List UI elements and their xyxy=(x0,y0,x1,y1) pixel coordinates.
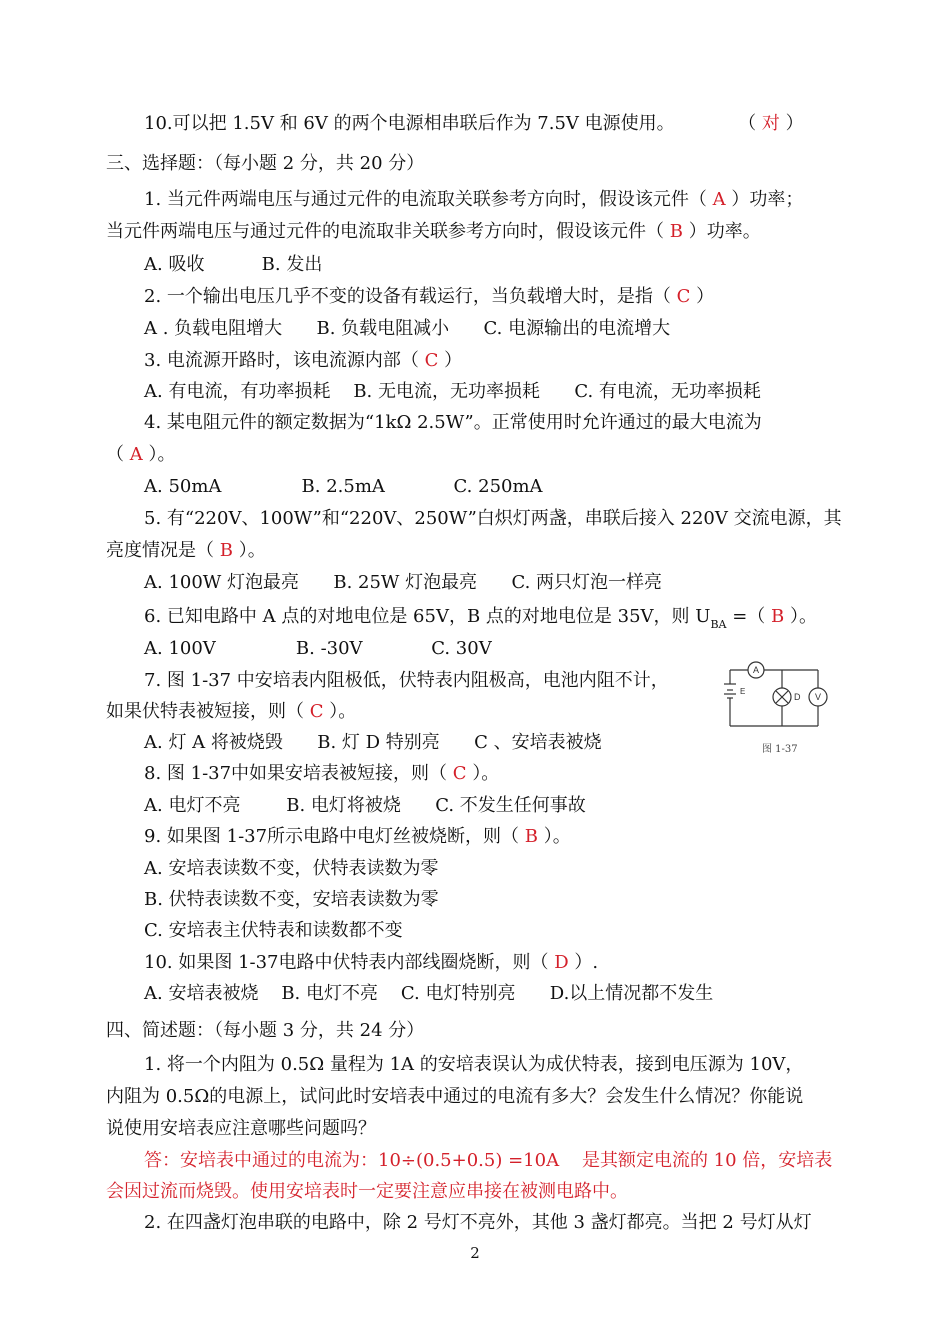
question-7-options: A. 灯 A 将被烧毁 B. 灯 D 特别亮 C 、安培表被烧 xyxy=(144,732,602,753)
figure-caption: 图 1-37 xyxy=(762,744,798,755)
answer: B xyxy=(219,540,233,561)
question-5-blank: 亮度情况是（ B ）。 xyxy=(106,540,266,561)
question-7-line-2: 如果伏特表被短接，则（ C ）。 xyxy=(106,701,357,722)
question-9-option-b: B. 伏特表读数不变，安培表读数为零 xyxy=(144,889,439,910)
answer: B xyxy=(771,606,785,627)
question-5-stem: 5. 有“220V、100W”和“220V、250W”白炽灯两盏，串联后接入 220V 交流电源，其 xyxy=(144,508,842,529)
question-10-stem: 10. 如果图 1-37电路中伏特表内部线圈烧断，则（ D ）. xyxy=(144,952,599,973)
question-9-stem: 9. 如果图 1-37所示电路中电灯丝被烧断，则（ B ）。 xyxy=(144,826,571,847)
short-answer-1-line-1: 1. 将一个内阻为 0.5Ω 量程为 1A 的安培表误认为成伏特表，接到电压源为 10V， xyxy=(144,1054,804,1075)
question-9-option-c: C. 安培表主伏特表和读数都不变 xyxy=(144,920,403,941)
tf-question-10: 10.可以把 1.5V 和 6V 的两个电源相串联后作为 7.5V 电源使用。 （ 对 ） xyxy=(144,113,804,134)
answer: C xyxy=(309,701,324,722)
answer: D xyxy=(554,952,569,973)
question-1-line-1: 1. 当元件两端电压与通过元件的电流取关联参考方向时，假设该元件（ A ）功率； xyxy=(144,189,804,210)
question-10-options: A. 安培表被烧 B. 电灯不亮 C. 电灯特别亮 D.以上情况都不发生 xyxy=(144,983,714,1004)
question-9-option-a: A. 安培表读数不变，伏特表读数为零 xyxy=(144,858,439,879)
question-5-options: A. 100W 灯泡最亮 B. 25W 灯泡最亮 C. 两只灯泡一样亮 xyxy=(144,572,663,593)
question-4-blank: （ A ）。 xyxy=(106,444,176,465)
section-title: 三、选择题：（每小题 2 分，共 20 分） xyxy=(106,153,425,174)
question-8-stem: 8. 图 1-37中如果安培表被短接，则（ C ）。 xyxy=(144,763,500,784)
short-answer-1-line-2: 内阻为 0.5Ω的电源上，试问此时安培表中通过的电流有多大？会发生什么情况？你能说 xyxy=(106,1086,804,1107)
question-8-options: A. 电灯不亮 B. 电灯将被烧 C. 不发生任何事故 xyxy=(144,795,586,816)
question-1-options: A. 吸收 B. 发出 xyxy=(144,254,323,275)
question-7-line-1: 7. 图 1-37 中安培表内阻极低，伏特表内阻极高，电池内阻不计， xyxy=(144,670,669,691)
voltmeter-label: V xyxy=(814,692,822,702)
battery-label: E xyxy=(740,687,746,696)
answer: B xyxy=(669,221,683,242)
question-3-stem: 3. 电流源开路时，该电流源内部（ C ） xyxy=(144,350,463,371)
short-answer-2-line-1: 2. 在四盏灯泡串联的电路中，除 2 号灯不亮外，其他 3 盏灯都亮。当把 2 号灯从灯 xyxy=(144,1212,812,1233)
question-2-options: A . 负载电阻增大 B. 负载电阻减小 C. 电源输出的电流增大 xyxy=(144,318,671,339)
page-number: 2 xyxy=(470,1244,480,1262)
question-2-stem: 2. 一个输出电压几乎不变的设备有载运行，当负载增大时，是指（ C ） xyxy=(144,286,715,307)
answer: C xyxy=(424,350,439,371)
answer: C xyxy=(452,763,467,784)
question-6-stem: 6. 已知电路中 A 点的对地电位是 65V，B 点的对地电位是 35V，则 $U_{BA}$ =（ B ）。 xyxy=(144,606,817,631)
circuit-figure xyxy=(718,660,838,740)
answer-text-line-1: 答：安培表中通过的电流为：10÷(0.5+0.5) =10A 是其额定电流的 10 倍，安培表 xyxy=(144,1150,833,1171)
question-3-options: A. 有电流，有功率损耗 B. 无电流，无功率损耗 C. 有电流，无功率损耗 xyxy=(144,381,761,402)
question-1-line-2: 当元件两端电压与通过元件的电流取非关联参考方向时，假设该元件（ B ）功率。 xyxy=(106,221,761,242)
question-6-options: A. 100V B. -30V C. 30V xyxy=(144,638,492,659)
short-answer-1-line-3: 说使用安培表应注意哪些问题吗？ xyxy=(106,1118,376,1139)
answer: A xyxy=(712,189,726,210)
answer: 对 xyxy=(761,113,780,134)
question-4-options: A. 50mA B. 2.5mA C. 250mA xyxy=(144,476,543,497)
subscript: BA xyxy=(710,618,727,631)
answer: B xyxy=(524,826,539,847)
lamp-label: D xyxy=(794,692,801,702)
answer-text-line-2: 会因过流而烧毁。使用安培表时一定要注意应串接在被测电路中。 xyxy=(106,1181,628,1202)
ammeter-label: A xyxy=(752,665,760,675)
answer: C xyxy=(676,286,691,307)
question-4-stem: 4. 某电阻元件的额定数据为“1kΩ 2.5W”。正常使用时允许通过的最大电流为 xyxy=(144,412,762,433)
section-title: 四、简述题：（每小题 3 分，共 24 分） xyxy=(106,1020,425,1041)
answer: A xyxy=(129,444,143,465)
